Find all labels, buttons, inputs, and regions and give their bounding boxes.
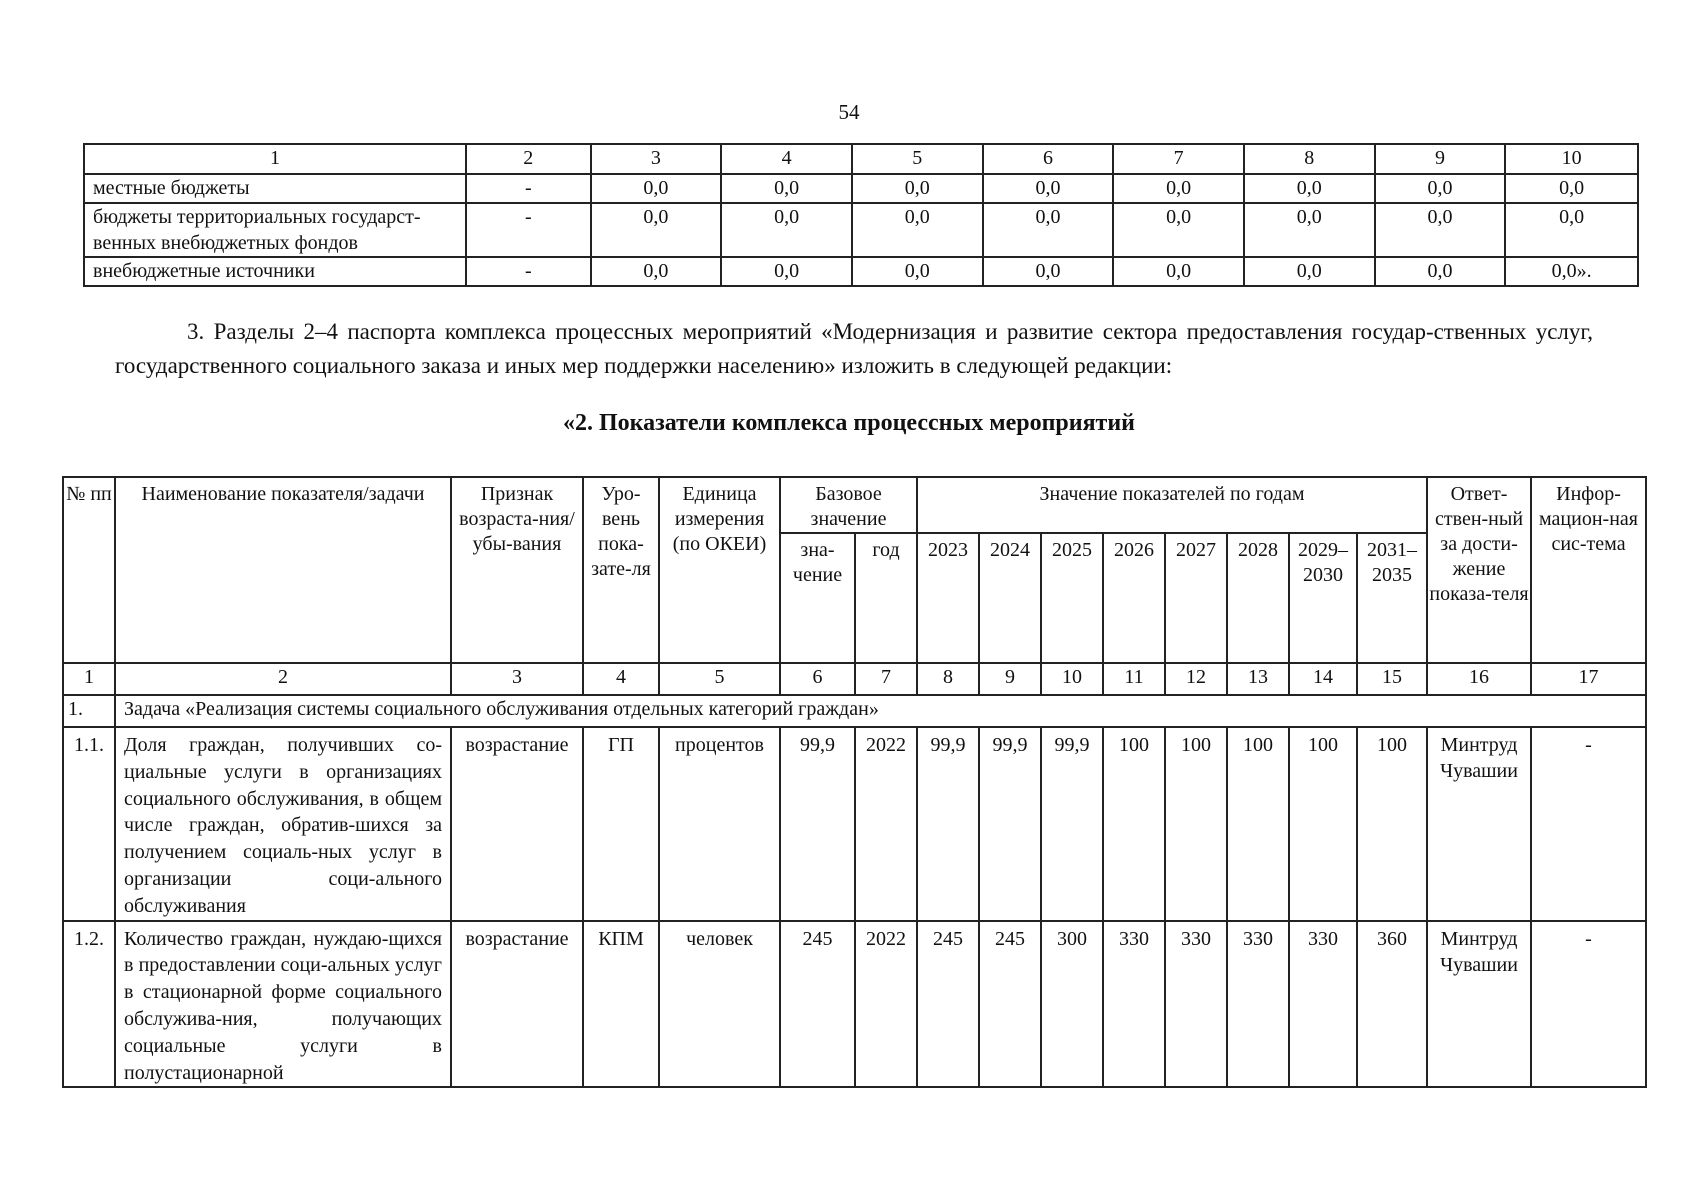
indicator-value: 100 [1357,727,1427,921]
indicator-responsible: Минтруд Чувашии [1427,727,1531,921]
column-number: 14 [1289,663,1357,695]
column-number: 13 [1227,663,1289,695]
indicator-sign: возрастание [451,921,583,1088]
header-year: 2025 [1041,533,1103,663]
header-unit: Единица измерения (по ОКЕИ) [659,477,780,663]
budget-cell: 0,0 [983,174,1114,203]
indicator-value: 100 [1289,727,1357,921]
header-base-year: год [855,533,917,663]
budget-header-row [84,144,1638,174]
instruction-paragraph: 3. Разделы 2–4 паспорта комплекса процессных мероприятий «Модернизация и развитие сектора предоставления государ-ственных услуг, государственного социального заказа и иных мер поддержки населению» изложить в следующей редакции: [115,319,1593,378]
budget-header-cell: 4 [721,144,852,174]
indicator-value: 99,9 [917,727,979,921]
budget-cell: 0,0 [1375,174,1506,203]
budget-row-label: бюджеты территориальных государст-венных внебюджетных фондов [84,203,466,257]
budget-cell: - [466,203,591,257]
budget-cell: 0,0 [591,174,722,203]
indicator-unit: человек [659,921,780,1088]
header-year: 2024 [979,533,1041,663]
column-number: 9 [979,663,1041,695]
budget-cell: 0,0 [721,174,852,203]
indicator-value: 330 [1289,921,1357,1088]
indicator-value: 99,9 [979,727,1041,921]
indicator-row [63,727,1646,921]
budget-header-cell: 1 [84,144,466,174]
header-year: 2027 [1165,533,1227,663]
budget-header-cell: 10 [1505,144,1638,174]
budget-header-cell: 3 [591,144,722,174]
column-number: 2 [115,663,451,695]
indicators-table [62,476,1647,1088]
budget-cell: 0,0 [1244,174,1375,203]
column-number: 3 [451,663,583,695]
header-years-group: Значение показателей по годам [917,477,1427,533]
budget-cell: 0,0 [1505,174,1638,203]
indicator-base-value: 245 [780,921,855,1088]
budget-cell: 0,0 [1113,203,1244,257]
budget-cell: 0,0 [1244,203,1375,257]
task-num: 1. [63,695,115,727]
indicators-header-row [63,477,1646,533]
indicator-value: 100 [1103,727,1165,921]
budget-cell: 0,0». [1505,257,1638,286]
indicator-info-system: - [1531,921,1646,1088]
budget-cell: 0,0 [1113,257,1244,286]
budget-header-cell: 6 [983,144,1114,174]
column-number: 11 [1103,663,1165,695]
header-num: № пп [63,477,115,663]
budget-cell: 0,0 [721,257,852,286]
column-number: 1 [63,663,115,695]
task-text: Задача «Реализация системы социального обслуживания отдельных категорий граждан» [115,695,1646,727]
indicator-name: Доля граждан, получивших со-циальные услуги в организациях социального обслуживания, в общем числе граждан, обратив-шихся за получением социаль-ных услуг в организации соци-ального обслуживания [115,727,451,921]
budget-cell: 0,0 [1505,203,1638,257]
column-number: 6 [780,663,855,695]
indicator-value: 330 [1103,921,1165,1088]
indicator-unit: процентов [659,727,780,921]
budget-row-label: местные бюджеты [84,174,466,203]
indicator-value: 99,9 [1041,727,1103,921]
header-year: 2026 [1103,533,1165,663]
budget-header-cell: 9 [1375,144,1506,174]
page-number: 54 [838,100,860,124]
budget-row [84,203,1638,257]
indicator-base-year: 2022 [855,727,917,921]
indicator-num: 1.2. [63,921,115,1088]
indicator-num: 1.1. [63,727,115,921]
budget-row [84,257,1638,286]
column-number: 5 [659,663,780,695]
indicator-value: 330 [1227,921,1289,1088]
budget-header-cell: 2 [466,144,591,174]
indicator-value: 100 [1165,727,1227,921]
header-year: 2028 [1227,533,1289,663]
column-number: 10 [1041,663,1103,695]
budget-cell: 0,0 [1244,257,1375,286]
indicator-value: 100 [1227,727,1289,921]
indicator-responsible: Минтруд Чувашии [1427,921,1531,1088]
header-level: Уро-вень пока-зате-ля [583,477,659,663]
budget-cell: 0,0 [591,203,722,257]
budget-header-cell: 8 [1244,144,1375,174]
budget-cell: 0,0 [983,257,1114,286]
budget-header-cell: 7 [1113,144,1244,174]
column-number: 15 [1357,663,1427,695]
column-number: 4 [583,663,659,695]
header-year: 2029–2030 [1289,533,1357,663]
budget-cell: 0,0 [1375,257,1506,286]
budget-cell: 0,0 [591,257,722,286]
indicator-value: 245 [979,921,1041,1088]
indicator-value: 245 [917,921,979,1088]
budget-row [84,174,1638,203]
indicator-base-value: 99,9 [780,727,855,921]
indicator-level: ГП [583,727,659,921]
column-number: 7 [855,663,917,695]
header-sign: Признак возраста-ния/убы-вания [451,477,583,663]
budget-cell: 0,0 [1375,203,1506,257]
section-title: «2. Показатели комплекса процессных мероприятий [562,410,1135,436]
budget-cell: 0,0 [852,203,983,257]
budget-cell: - [466,174,591,203]
indicator-value: 300 [1041,921,1103,1088]
header-base: Базовое значение [780,477,917,533]
indicator-base-year: 2022 [855,921,917,1088]
header-name: Наименование показателя/задачи [115,477,451,663]
indicator-value: 330 [1165,921,1227,1088]
indicator-value: 360 [1357,921,1427,1088]
indicator-info-system: - [1531,727,1646,921]
column-number: 17 [1531,663,1646,695]
header-info-system: Инфор-мацион-ная сис-тема [1531,477,1646,663]
header-year: 2023 [917,533,979,663]
column-number-row [63,663,1646,695]
indicator-level: КПМ [583,921,659,1088]
header-year: 2031–2035 [1357,533,1427,663]
column-number: 12 [1165,663,1227,695]
task-row [63,695,1646,727]
budget-cell: - [466,257,591,286]
budget-header-cell: 5 [852,144,983,174]
header-responsible: Ответ-ствен-ный за дости-жение показа-теля [1427,477,1531,663]
budget-cell: 0,0 [721,203,852,257]
indicator-name: Количество граждан, нуждаю-щихся в предоставлении соци-альных услуг в стационарной форме социального обслужива-ния, получающих социальные услуги в полустационарной [115,921,451,1088]
indicator-row [63,921,1646,1088]
budget-cell: 0,0 [1113,174,1244,203]
indicator-sign: возрастание [451,727,583,921]
budget-cell: 0,0 [852,174,983,203]
budget-table [83,143,1639,287]
column-number: 8 [917,663,979,695]
budget-row-label: внебюджетные источники [84,257,466,286]
budget-cell: 0,0 [983,203,1114,257]
budget-cell: 0,0 [852,257,983,286]
column-number: 16 [1427,663,1531,695]
header-base-value: зна-чение [780,533,855,663]
